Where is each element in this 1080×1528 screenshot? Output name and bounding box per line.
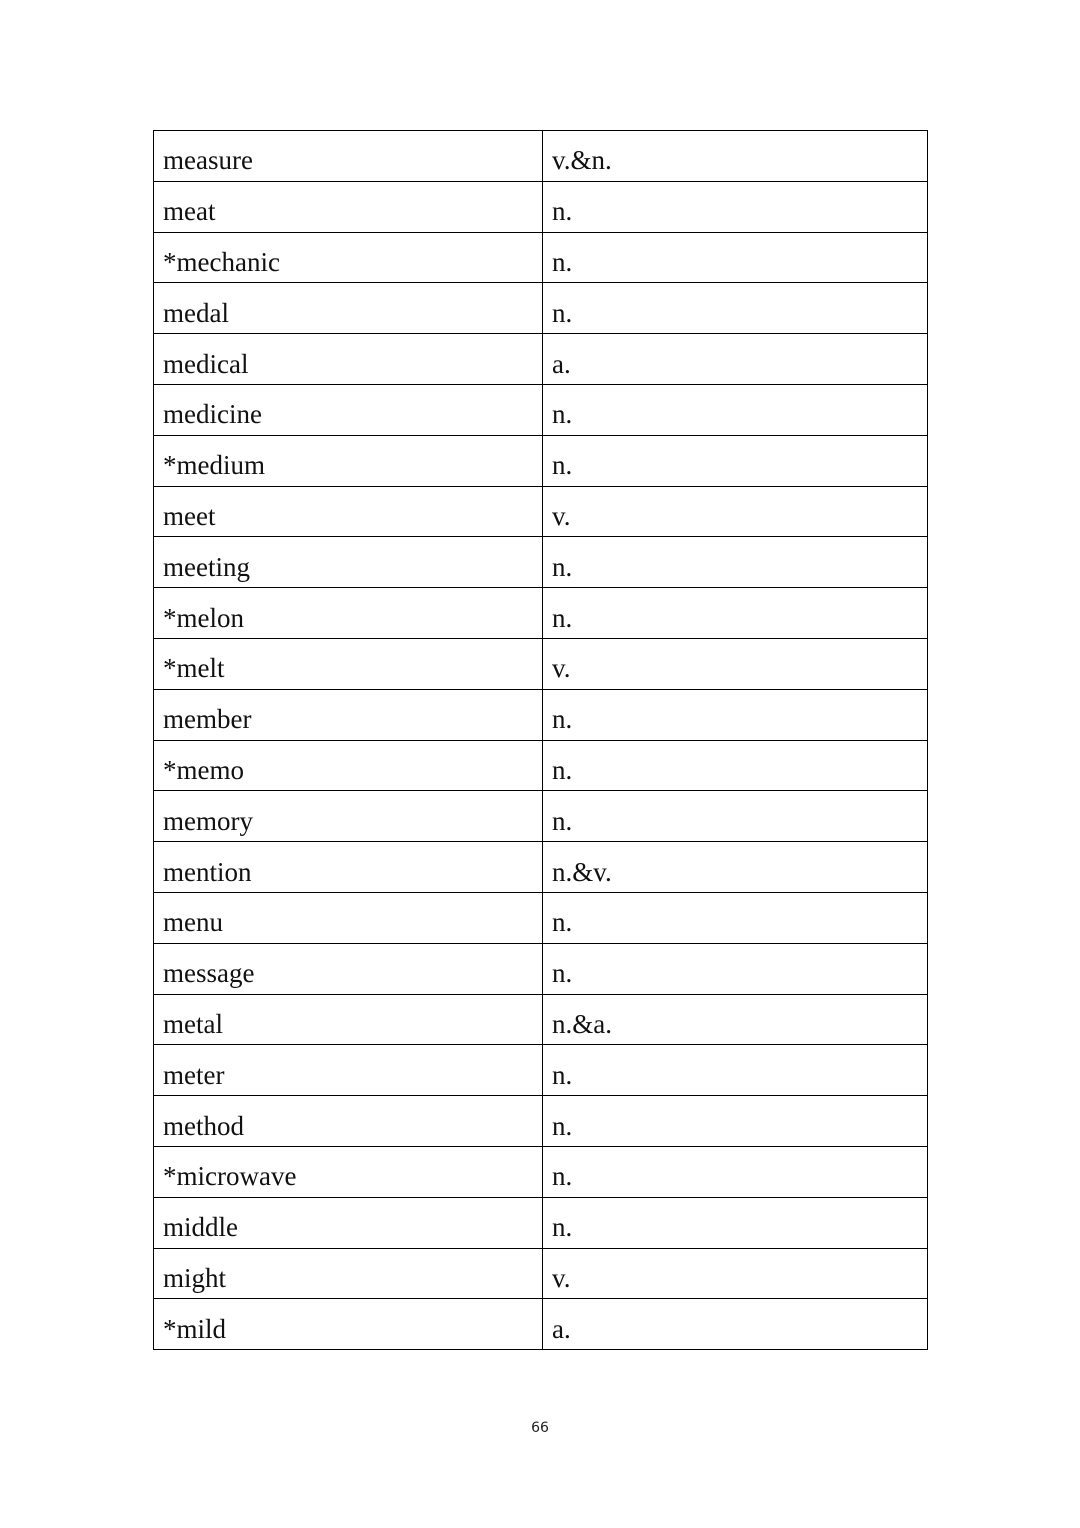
word-text: metal: [163, 1008, 223, 1039]
word-cell: [154, 689, 543, 740]
word-text: meet: [163, 500, 216, 531]
table-row: [154, 842, 928, 893]
part-of-speech-text: n.: [552, 754, 573, 785]
word-text: medical: [163, 348, 249, 379]
word-cell: [154, 892, 543, 943]
part-of-speech-cell: [543, 842, 928, 893]
word-cell: [154, 283, 543, 334]
word-cell: [154, 1045, 543, 1096]
word-text: *melon: [163, 602, 244, 633]
part-of-speech-text: v.: [552, 653, 571, 684]
part-of-speech-cell: [543, 1299, 928, 1350]
word-cell: [154, 1248, 543, 1299]
word-cell: [154, 334, 543, 385]
word-text: mention: [163, 856, 252, 887]
part-of-speech-cell: [543, 1146, 928, 1197]
word-text: meter: [163, 1059, 225, 1090]
part-of-speech-text: n.: [552, 399, 573, 430]
part-of-speech-text: n.: [552, 1059, 573, 1090]
word-cell: [154, 1299, 543, 1350]
part-of-speech-cell: [543, 283, 928, 334]
word-cell: [154, 994, 543, 1045]
word-cell: [154, 1197, 543, 1248]
word-text: meeting: [163, 551, 250, 582]
word-cell: [154, 181, 543, 232]
word-text: method: [163, 1110, 244, 1141]
part-of-speech-cell: [543, 588, 928, 639]
table-row: [154, 181, 928, 232]
table-row: [154, 1045, 928, 1096]
word-text: meat: [163, 196, 216, 227]
part-of-speech-cell: [543, 334, 928, 385]
word-cell: [154, 943, 543, 994]
part-of-speech-cell: [543, 943, 928, 994]
part-of-speech-text: n.: [552, 246, 573, 277]
part-of-speech-cell: [543, 740, 928, 791]
word-cell: [154, 791, 543, 842]
part-of-speech-cell: [543, 892, 928, 943]
table-row: [154, 537, 928, 588]
table-row: [154, 791, 928, 842]
part-of-speech-text: n.: [552, 450, 573, 481]
table-row: [154, 232, 928, 283]
part-of-speech-cell: [543, 1045, 928, 1096]
table-row: [154, 892, 928, 943]
part-of-speech-text: n.&v.: [552, 856, 612, 887]
table-row: [154, 638, 928, 689]
part-of-speech-text: n.: [552, 805, 573, 836]
part-of-speech-text: n.: [552, 551, 573, 582]
table-row: [154, 588, 928, 639]
word-cell: [154, 842, 543, 893]
part-of-speech-text: v.: [552, 500, 571, 531]
table-row: [154, 384, 928, 435]
table-row: [154, 1197, 928, 1248]
part-of-speech-text: a.: [552, 348, 571, 379]
page-number: 66: [531, 1420, 549, 1436]
part-of-speech-cell: [543, 994, 928, 1045]
table-row: [154, 131, 928, 182]
word-text: *microwave: [163, 1161, 297, 1192]
table-row: [154, 435, 928, 486]
vocabulary-table-body: [154, 131, 928, 1350]
part-of-speech-cell: [543, 1197, 928, 1248]
word-text: middle: [163, 1212, 238, 1243]
word-text: *medium: [163, 450, 265, 481]
part-of-speech-text: n.: [552, 958, 573, 989]
word-cell: [154, 435, 543, 486]
table-row: [154, 334, 928, 385]
part-of-speech-cell: [543, 537, 928, 588]
part-of-speech-text: n.: [552, 602, 573, 633]
vocabulary-table: [153, 130, 928, 1350]
part-of-speech-cell: [543, 181, 928, 232]
word-text: message: [163, 958, 255, 989]
part-of-speech-cell: [543, 1096, 928, 1147]
word-text: *memo: [163, 754, 244, 785]
word-text: member: [163, 704, 252, 735]
part-of-speech-cell: [543, 435, 928, 486]
part-of-speech-cell: [543, 689, 928, 740]
part-of-speech-cell: [543, 131, 928, 182]
table-row: [154, 943, 928, 994]
part-of-speech-cell: [543, 232, 928, 283]
table-row: [154, 689, 928, 740]
word-cell: [154, 232, 543, 283]
word-text: medal: [163, 297, 229, 328]
part-of-speech-text: n.: [552, 1110, 573, 1141]
part-of-speech-text: n.: [552, 196, 573, 227]
table-row: [154, 994, 928, 1045]
word-text: memory: [163, 805, 253, 836]
word-cell: [154, 588, 543, 639]
part-of-speech-text: n.: [552, 704, 573, 735]
table-row: [154, 283, 928, 334]
table-row: [154, 740, 928, 791]
table-row: [154, 1146, 928, 1197]
part-of-speech-cell: [543, 1248, 928, 1299]
word-cell: [154, 486, 543, 537]
word-cell: [154, 638, 543, 689]
part-of-speech-text: v.&n.: [552, 145, 612, 176]
part-of-speech-text: n.: [552, 907, 573, 938]
table-row: [154, 1299, 928, 1350]
table-row: [154, 1248, 928, 1299]
part-of-speech-text: n.: [552, 1212, 573, 1243]
word-text: menu: [163, 907, 223, 938]
word-text: medicine: [163, 399, 262, 430]
part-of-speech-cell: [543, 486, 928, 537]
table-row: [154, 1096, 928, 1147]
word-cell: [154, 131, 543, 182]
part-of-speech-text: n.: [552, 297, 573, 328]
word-text: *melt: [163, 653, 225, 684]
part-of-speech-text: a.: [552, 1313, 571, 1344]
part-of-speech-text: v.: [552, 1262, 571, 1293]
word-cell: [154, 1146, 543, 1197]
part-of-speech-text: n.: [552, 1161, 573, 1192]
word-text: *mild: [163, 1313, 227, 1344]
part-of-speech-cell: [543, 638, 928, 689]
part-of-speech-cell: [543, 384, 928, 435]
word-text: measure: [163, 145, 253, 176]
word-cell: [154, 537, 543, 588]
part-of-speech-text: n.&a.: [552, 1008, 612, 1039]
word-text: *mechanic: [163, 246, 280, 277]
part-of-speech-cell: [543, 791, 928, 842]
word-cell: [154, 740, 543, 791]
word-cell: [154, 1096, 543, 1147]
table-row: [154, 486, 928, 537]
word-text: might: [163, 1262, 227, 1293]
word-cell: [154, 384, 543, 435]
